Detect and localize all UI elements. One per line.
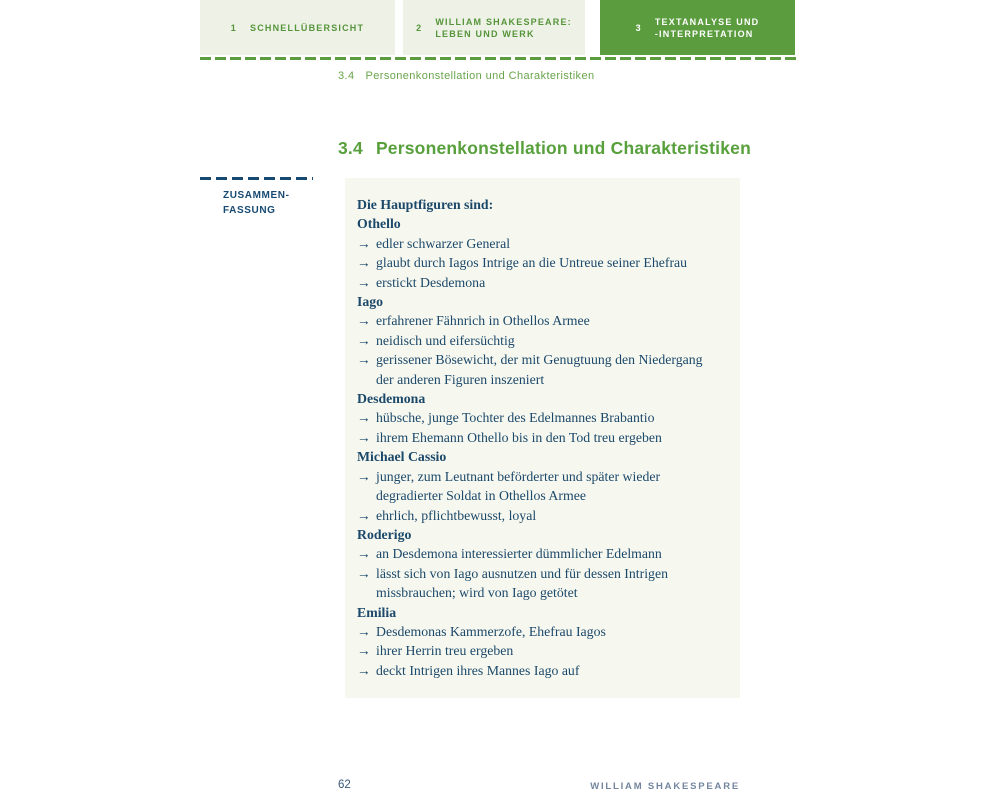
character-name: Roderigo <box>357 526 412 542</box>
tab-label-line: WILLIAM SHAKESPEARE: <box>435 16 572 27</box>
character-trait-text: ihrer Herrin treu ergeben <box>376 643 514 659</box>
arrow-icon: → <box>357 352 371 368</box>
arrow-icon: → <box>357 255 371 271</box>
character-trait <box>357 253 712 272</box>
summary-intro: Die Hauptfiguren sind: <box>357 197 494 212</box>
character-name: Othello <box>357 216 401 232</box>
character-trait-text: Desdemonas Kammerzofe, Ehefrau Iagos <box>376 623 606 639</box>
character-trait <box>357 544 712 563</box>
margin-label-line: FASSUNG <box>223 205 276 216</box>
tab-label-line: LEBEN UND WERK <box>435 28 535 39</box>
tab-label <box>655 16 760 40</box>
tab-label-line: TEXTANALYSE UND <box>654 16 760 27</box>
character-trait <box>357 234 712 253</box>
tab-label <box>250 22 364 34</box>
page-title <box>338 138 751 159</box>
character-trait-text: gerissener Bösewicht, der mit Genugtuung den Niedergang der anderen Figuren inszeniert <box>376 352 703 387</box>
arrow-icon: → <box>357 643 371 659</box>
character-section <box>357 447 712 525</box>
character-trait <box>357 273 712 292</box>
tab-label-line: SCHNELLÜBERSICHT <box>250 22 365 33</box>
sidebar-dashed-rule <box>200 177 313 180</box>
arrow-icon: → <box>357 507 371 523</box>
character-name: Michael Cassio <box>357 449 447 465</box>
arrow-icon: → <box>357 565 371 581</box>
character-trait-text: erstickt Desdemona <box>376 274 486 290</box>
character-trait-text: junger, zum Leutnant beförderter und später wieder degradierter Soldat in Othellos Armee <box>376 468 661 504</box>
character-trait-text: neidisch und eifersüchtig <box>376 332 515 348</box>
character-trait-text: glaubt durch Iagos Intrige an die Untreue seiner Ehefrau <box>376 255 688 271</box>
arrow-icon: → <box>357 410 371 426</box>
character-trait-list <box>357 234 712 292</box>
character-name: Emilia <box>357 604 397 620</box>
character-sections <box>357 214 712 680</box>
character-trait-text: an Desdemona interessierter dümmlicher Edelmann <box>376 546 662 562</box>
tab-1-schnelluebersicht[interactable] <box>200 0 395 55</box>
character-trait-text: edler schwarzer General <box>376 235 511 251</box>
arrow-icon: → <box>357 662 371 678</box>
character-trait-text: ihrem Ehemann Othello bis in den Tod treu ergeben <box>376 429 662 445</box>
arrow-icon: → <box>357 274 371 290</box>
character-trait <box>357 506 712 525</box>
character-trait <box>357 641 712 660</box>
tab-number: 3 <box>635 22 642 33</box>
character-trait-list <box>357 544 712 602</box>
character-trait <box>357 661 712 680</box>
character-section <box>357 525 712 603</box>
character-trait <box>357 331 712 350</box>
tab-number: 2 <box>416 22 423 33</box>
tab-number: 1 <box>230 22 237 33</box>
character-trait <box>357 408 712 427</box>
heading-title: Personenkonstellation und Charakteristiken <box>375 138 751 158</box>
character-trait <box>357 622 712 641</box>
tab-label-line: -INTERPRETATION <box>654 28 754 39</box>
summary-box <box>345 178 740 698</box>
heading-number: 3.4 <box>338 138 363 158</box>
breadcrumb-number: 3.4 <box>338 70 355 82</box>
arrow-icon: → <box>357 313 371 329</box>
character-trait-list <box>357 467 712 525</box>
tab-2-leben-und-werk[interactable] <box>403 0 585 55</box>
footer-book-title: WILLIAM SHAKESPEARE <box>590 781 740 792</box>
character-trait <box>357 350 712 389</box>
green-dashed-rule <box>200 57 797 60</box>
arrow-icon: → <box>357 546 371 562</box>
character-trait-text: erfahrener Fähnrich in Othellos Armee <box>376 313 590 329</box>
margin-label-line: ZUSAMMEN- <box>223 190 290 201</box>
character-section <box>357 603 712 681</box>
character-section <box>357 389 712 447</box>
margin-label-zusammenfassung <box>223 188 290 218</box>
character-trait <box>357 428 712 447</box>
character-trait-text: lässt sich von Iago ausnutzen und für dessen Intrigen missbrauchen; wird von Iago getötet <box>376 565 668 601</box>
breadcrumb <box>338 70 594 82</box>
character-trait-text: deckt Intrigen ihres Mannes Iago auf <box>376 662 580 678</box>
character-trait <box>357 311 712 330</box>
arrow-icon: → <box>357 332 371 348</box>
character-trait-list <box>357 311 712 389</box>
arrow-icon: → <box>357 235 371 251</box>
arrow-icon: → <box>357 468 371 484</box>
page-number: 62 <box>338 779 351 791</box>
arrow-icon: → <box>357 429 371 445</box>
character-trait-list <box>357 622 712 680</box>
character-trait-text: ehrlich, pflichtbewusst, loyal <box>376 507 537 523</box>
character-trait <box>357 564 712 603</box>
character-name: Desdemona <box>357 391 426 407</box>
character-trait-list <box>357 408 712 447</box>
tab-label <box>435 16 572 40</box>
character-trait <box>357 467 712 506</box>
character-name: Iago <box>357 294 384 310</box>
breadcrumb-title: Personenkonstellation und Charakteristiken <box>365 70 595 82</box>
character-section <box>357 292 712 389</box>
tab-3-textanalyse[interactable] <box>600 0 795 55</box>
arrow-icon: → <box>357 623 371 639</box>
character-section <box>357 214 712 292</box>
character-trait-text: hübsche, junge Tochter des Edelmannes Brabantio <box>376 410 655 426</box>
